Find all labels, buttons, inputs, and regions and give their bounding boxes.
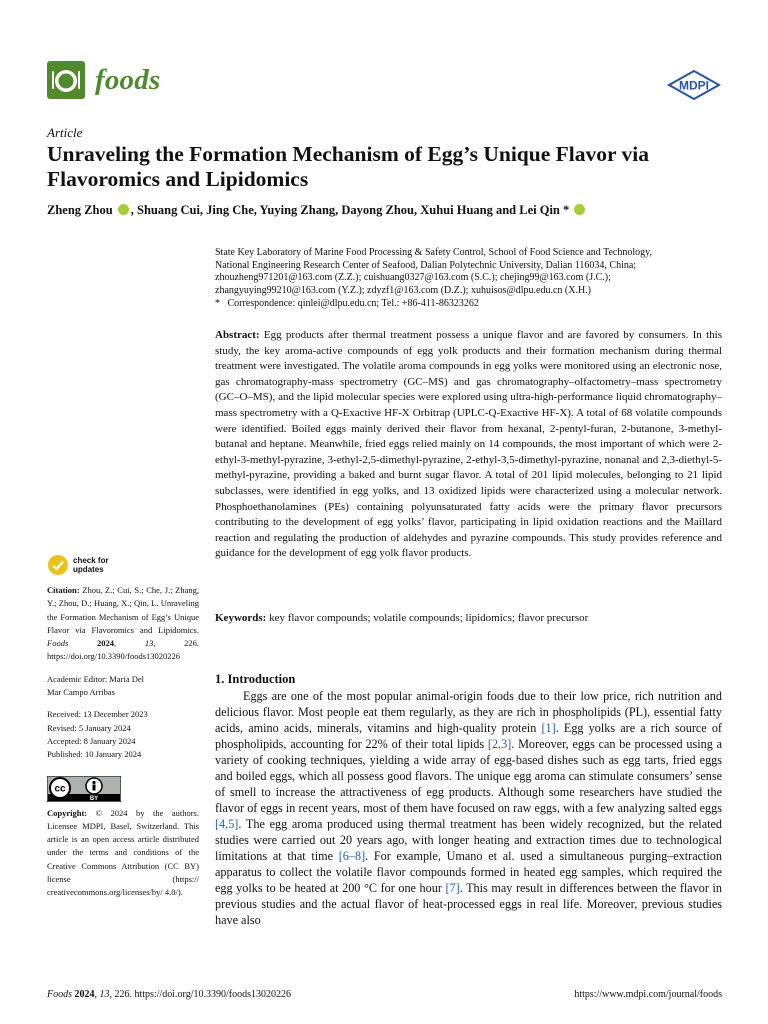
journal-logo[interactable] bbox=[47, 60, 175, 100]
editor-line: Mar Campo Arribas bbox=[47, 687, 115, 698]
citation-link[interactable]: [2,3] bbox=[487, 737, 512, 751]
author-first[interactable]: Zheng Zhou bbox=[47, 203, 113, 217]
keywords-label: Keywords: bbox=[215, 612, 267, 624]
svg-text:cc: cc bbox=[54, 783, 66, 795]
footer-sep: , bbox=[94, 989, 100, 1000]
orcid-icon[interactable] bbox=[118, 204, 129, 215]
intro-text: . Egg yolks are a rich source of phospholipids, accounting for 22% of their total lipids bbox=[215, 721, 722, 751]
section-heading-introduction: 1. Introduction bbox=[215, 672, 296, 686]
introduction-body bbox=[215, 688, 722, 928]
citation-journal: Foods bbox=[47, 638, 69, 649]
check-line-1: check for bbox=[73, 556, 109, 565]
dates-block bbox=[47, 708, 199, 761]
correspondence[interactable]: * Correspondence: qinlei@dlpu.edu.cn; Tel.: +86-411-86323262 bbox=[215, 297, 479, 309]
mdpi-logo[interactable] bbox=[666, 70, 722, 100]
citation-link[interactable]: [4,5] bbox=[215, 817, 239, 831]
footer-year: 2024 bbox=[72, 989, 95, 1000]
intro-text: . The egg aroma produced using thermal treatment has been widely recognized, but the related studies were carried out 20 years ago, with longer heating and extraction times due to technological limitations at that time bbox=[215, 817, 722, 863]
author-list bbox=[47, 203, 737, 218]
date-accepted: Accepted: 8 January 2024 bbox=[47, 735, 136, 746]
orcid-icon[interactable] bbox=[574, 204, 585, 215]
affiliation-block bbox=[215, 247, 735, 311]
citation-label: Citation: bbox=[47, 585, 80, 595]
copyright-block bbox=[47, 807, 199, 900]
abstract-label: Abstract: bbox=[215, 329, 260, 341]
date-published: Published: 10 January 2024 bbox=[47, 749, 142, 760]
intro-paragraph bbox=[215, 688, 722, 928]
footer-volume: 13 bbox=[99, 989, 110, 1000]
foods-logo-icon bbox=[47, 61, 85, 99]
citation-link[interactable]: [6–8] bbox=[338, 849, 366, 863]
publisher-name: MDPI bbox=[679, 78, 709, 93]
author-rest[interactable]: , Shuang Cui, Jing Che, Yuying Zhang, Dayong Zhou, Xuhui Huang and Lei Qin * bbox=[130, 203, 570, 217]
intro-text: . For example, Umano et al. used a simultaneous purging–extraction apparatus to collect the volatile flavor compounds formed in heated egg samples, which required the egg yolks to be heated at 200 °C for one hour bbox=[215, 849, 722, 895]
editor-line: Academic Editor: Maria Del bbox=[47, 673, 145, 684]
date-received: Received: 13 December 2023 bbox=[47, 709, 148, 720]
footer-citation bbox=[47, 989, 291, 1000]
footer-doi[interactable]: , 226. https://doi.org/10.3390/foods13020226 bbox=[109, 989, 291, 1000]
copyright-text: © 2024 by the authors. Licensee MDPI, Basel, Switzerland. This article is an open access article distributed under the terms and conditions of the Creative Commons Attribution (CC BY) license (https:// creativecommons.org/licenses/by/ 4.0/). bbox=[47, 807, 199, 898]
citation-doi[interactable]: , 226. https://doi.org/10.3390/foods13020226 bbox=[47, 638, 200, 662]
footer-journal-url[interactable]: https://www.mdpi.com/journal/foods bbox=[574, 989, 722, 1000]
keywords-text: key flavor compounds; volatile compounds; lipidomics; flavor precursor bbox=[266, 612, 589, 624]
footer-journal: Foods bbox=[47, 989, 72, 1000]
cc-by-license-icon[interactable] bbox=[47, 776, 121, 802]
abstract bbox=[215, 328, 722, 562]
cc-by-label: BY bbox=[89, 795, 99, 802]
article-type: Article bbox=[47, 125, 83, 140]
check-for-updates-badge[interactable] bbox=[47, 554, 199, 576]
citation-sep: , bbox=[113, 638, 145, 649]
date-revised: Revised: 5 January 2024 bbox=[47, 722, 131, 733]
copyright-label: Copyright: bbox=[47, 807, 88, 818]
keywords bbox=[215, 611, 722, 626]
citation-text: Zhou, Z.; Cui, S.; Che, J.; Zhang, Y.; Zhou, D.; Huang, X.; Qin, L. Unraveling the Formation Mechanism of Egg’s Unique Flavor via Flavoromics and Lipidomics. bbox=[47, 585, 199, 635]
sidebar bbox=[47, 554, 199, 900]
abstract-text: Egg products after thermal treatment possess a unique flavor and are favored by consumers. In this study, the key aroma-active compounds of egg yolk products and their formation mechanism during thermal treatment were investigated. The volatile aroma compounds in egg yolks were monitored using an electronic nose, gas chromatography-mass spectrometry (GC–MS) and gas chromatography–olfactometry–mass spectrometry (GC–O–MS), and the lipid molecular species were explored using ultra-high-performance liquid chromatography– mass spectrometry with a Q-Exactive HF-X Orbitrap (UPLC-Q-Exactive HF-X). A total of 68 volatile compounds were identified. Boiled eggs mainly derived their flavor from hexanal, 2-pentyl-furan, 2-butanone, 3-methyl-butanal and heptane. Meanwhile, fried eggs relied mainly on 14 compounds, the most important of which were 2-ethyl-3-methyl-pyrazine, 3-ethyl-2,5-dimethyl-pyrazine, 2-ethyl-3,5-dimethyl-pyrazine, nonanal and 2,3-diethyl-5-methyl-pyrazine, providing a baked and burnt sugar flavor. A total of 201 lipid molecules, belonging to 21 lipid subclasses, were identified in egg yolks, and 13 oxidized lipids were characterized using a molecular network. Phosphoethanolamines (PEs) containing polyunsaturated fatty acids were the primary flavor precursors contributing to the development of egg yolks’ flavor, participating in lipid oxidation reactions and the Maillard reaction and regulating the production of aldehydes and pyrazine compounds. This study provides reference and guidance for the development of egg yolk flavor products. bbox=[215, 329, 722, 560]
journal-name: foods bbox=[95, 63, 161, 96]
citation-link[interactable]: [1] bbox=[541, 721, 556, 735]
citation-year: 2024 bbox=[68, 638, 114, 649]
affiliation-emails[interactable]: zhangyuying99210@163.com (Y.Z.); zdyzf1@163.com (D.Z.); xuhuisos@dlpu.edu.cn (X.H.) bbox=[215, 285, 591, 297]
check-line-2: updates bbox=[73, 565, 104, 574]
intro-text: . This may result in differences between the flavor in previous studies and the actual flavor of heat-processed eggs in real life. Moreover, previous studies have also bbox=[215, 881, 722, 927]
citation-volume: 13 bbox=[144, 638, 154, 649]
article-title: Unraveling the Formation Mechanism of Egg’s Unique Flavor via Flavoromics and Lipidomics bbox=[47, 142, 649, 191]
citation-link[interactable]: [7] bbox=[445, 881, 460, 895]
academic-editor bbox=[47, 673, 199, 700]
intro-text: Eggs are one of the most popular animal-origin foods due to their low price, rich nutrition and delicious flavor. Most people eat them regularly, as they are rich in phospholipids (PL), essential fatty acids, amino acids, minerals, vitamins and high-quality protein bbox=[215, 689, 722, 735]
affiliation-line: State Key Laboratory of Marine Food Processing & Safety Control, School of Food Science and Technology, bbox=[215, 247, 652, 258]
citation-block bbox=[47, 584, 199, 664]
affiliation-line: National Engineering Research Center of Seafood, Dalian Polytechnic University, Dalian 116034, China; bbox=[215, 259, 637, 271]
affiliation-emails[interactable]: zhouzheng971201@163.com (Z.Z.); cuishuang0327@163.com (S.C.); chejing99@163.com (J.C.); bbox=[215, 272, 611, 284]
intro-text: . Moreover, eggs can be processed using a variety of cooking techniques, yielding a wide array of egg-based dishes such as egg tarts, fried eggs and boiled eggs, which all possess good flavors. The unique egg aroma can stimulate consumers’ sense of smell to increase the attractiveness of egg products. Although some researchers have studied the flavor of eggs in recent years, most of them have focused on raw eggs, with a few analyzing salted eggs bbox=[215, 737, 722, 815]
check-for-updates-icon bbox=[47, 554, 69, 576]
